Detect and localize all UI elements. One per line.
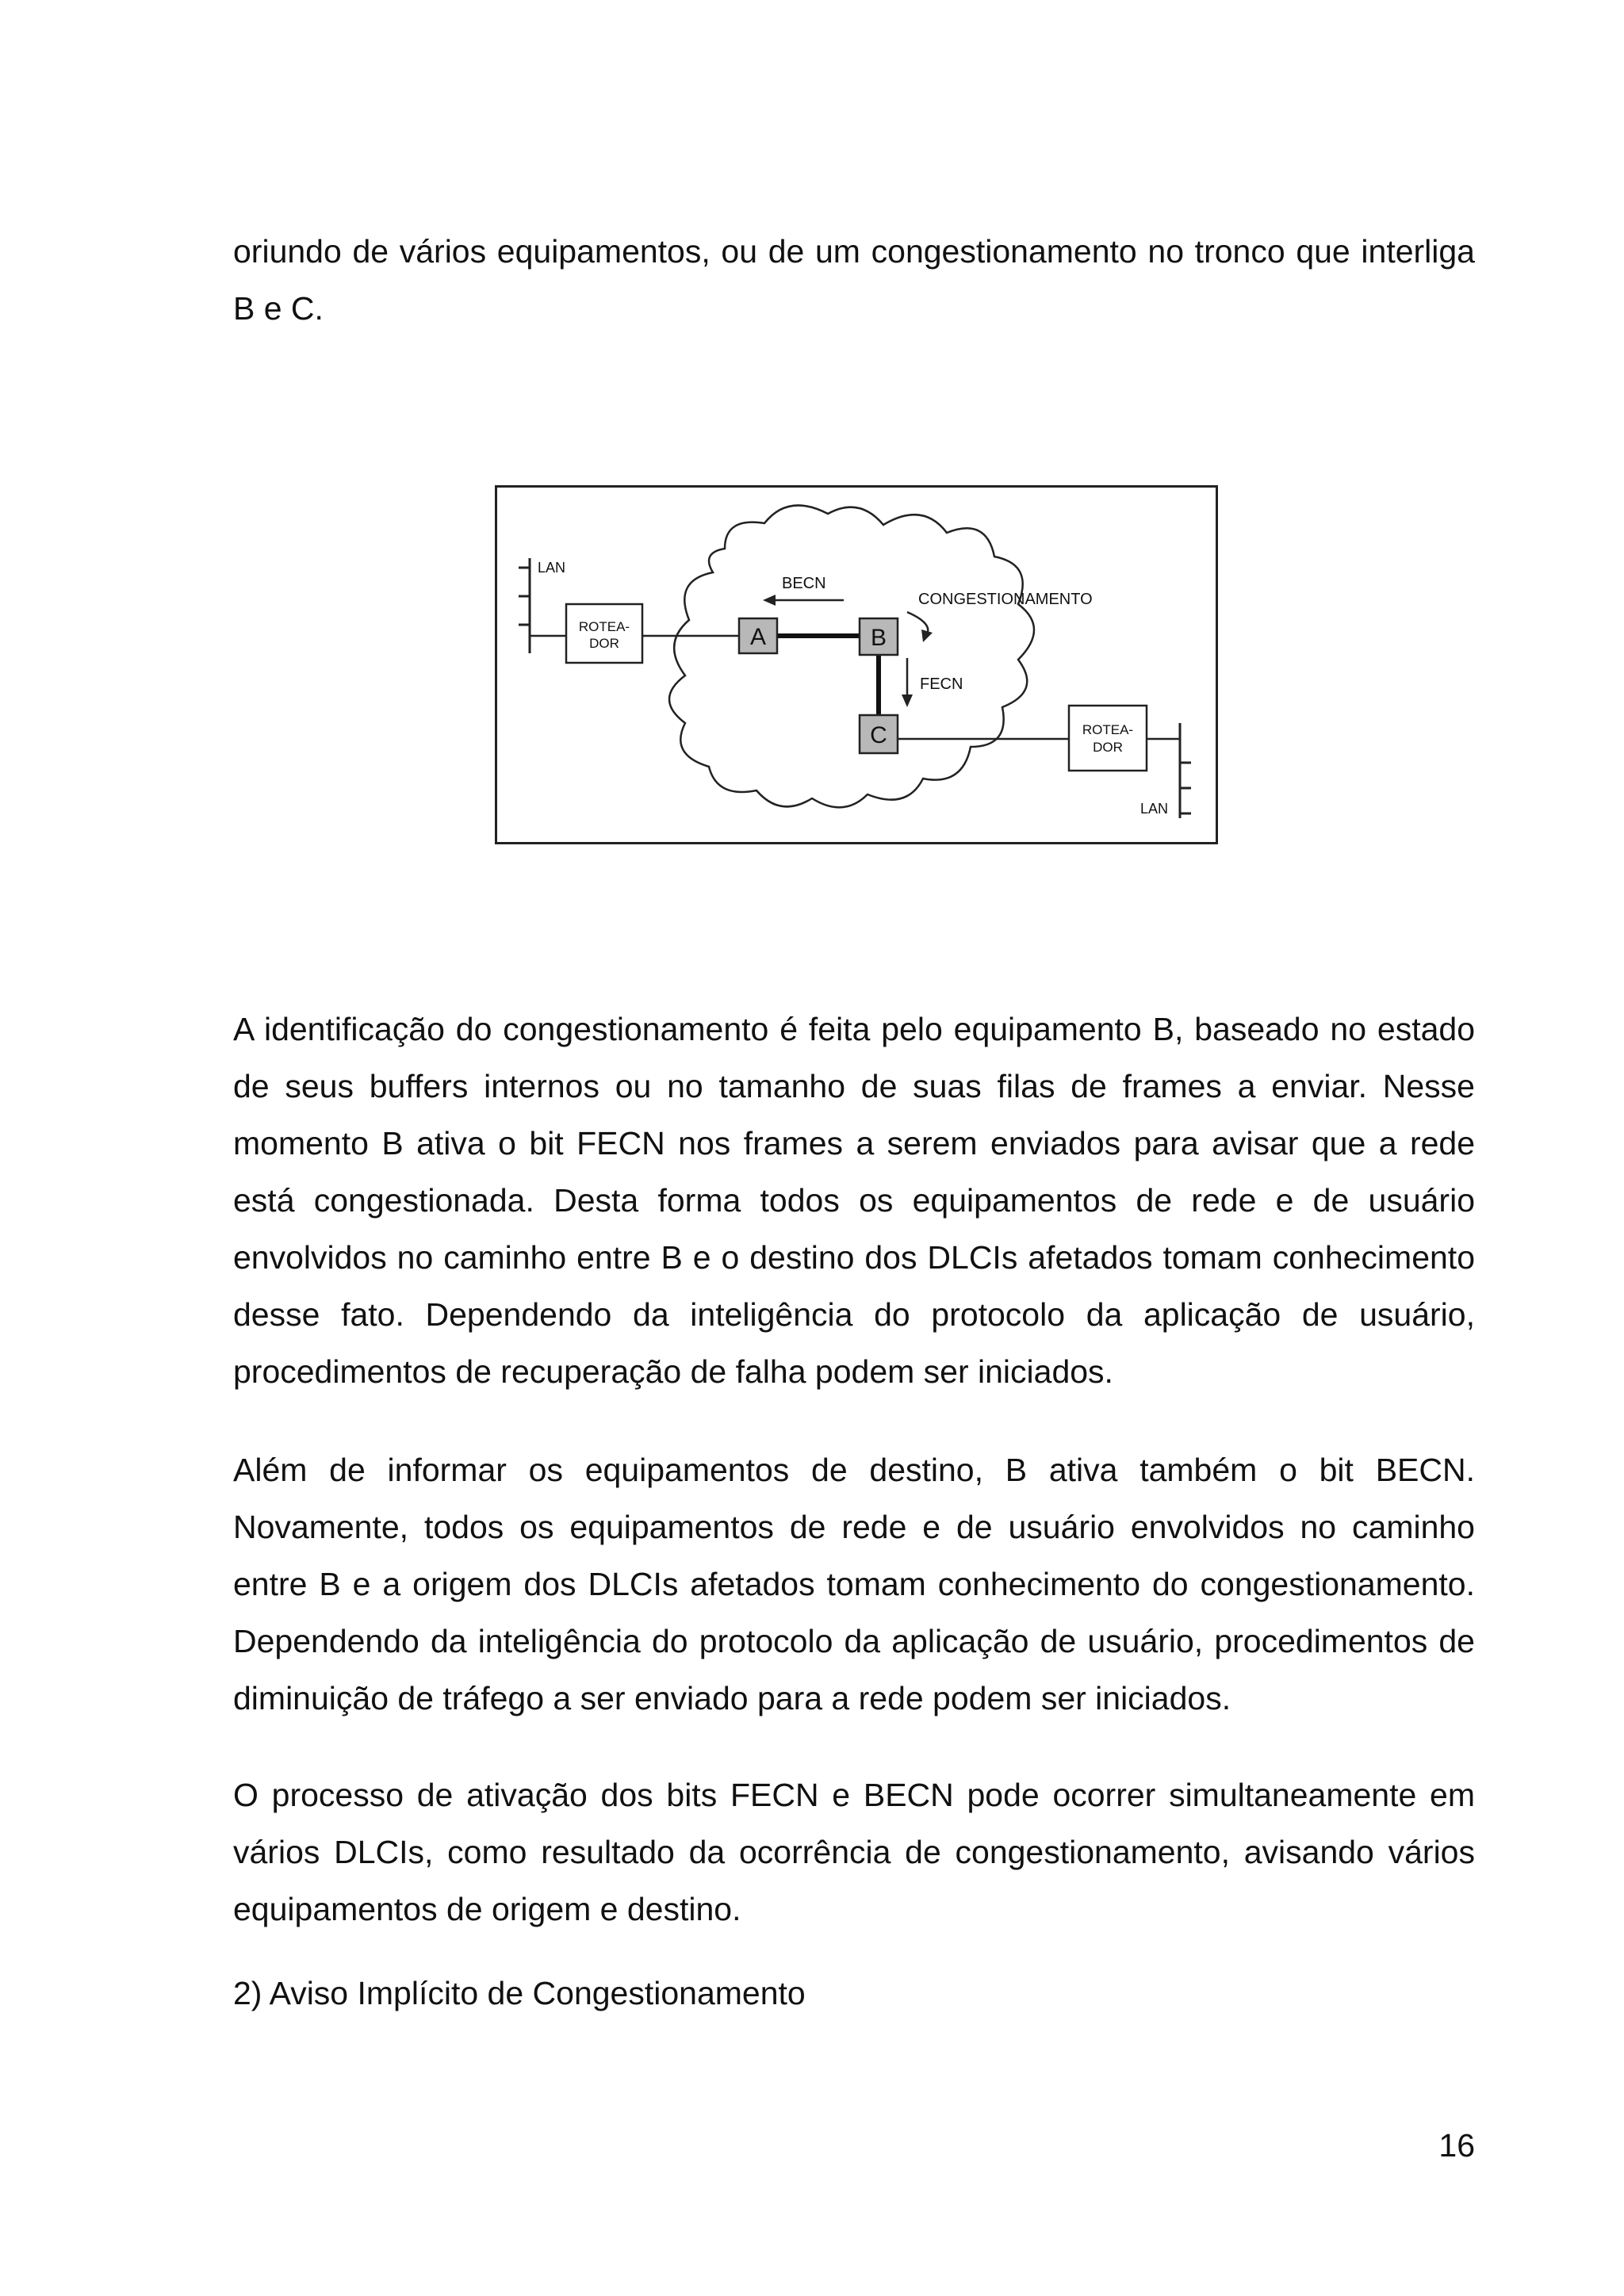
congestion-label: CONGESTIONAMENTO bbox=[918, 591, 1093, 608]
lan-left-label: LAN bbox=[538, 560, 566, 576]
router-left-label-line1: ROTEA- bbox=[578, 619, 630, 634]
router-left-label-line2: DOR bbox=[589, 636, 619, 651]
becn-label: BECN bbox=[782, 575, 826, 592]
paragraph-simultaneous-activation: O processo de ativação dos bits FECN e BECN pode ocorrer simultaneamente em vários DLCIs, como resultado da ocorrência de congestionamento, avisando vários equipamentos de origem e destino. bbox=[233, 1777, 1475, 1927]
node-c-label: C bbox=[870, 722, 887, 748]
page-number: 16 bbox=[1438, 2127, 1475, 2164]
paragraph-becn: Além de informar os equipamentos de destino, B ativa também o bit BECN. Novamente, todos os equipamentos de rede e de usuário envolvidos no caminho entre B e a origem dos DLCIs afetados tomam conhecimento do congestionamento. Dependendo da inteligência do protocolo da aplicação de usuário, procedimentos de diminuição de tráfego a ser enviado para a rede podem ser iniciados. bbox=[233, 1452, 1475, 1716]
router-right bbox=[1069, 706, 1147, 771]
fecn-label: FECN bbox=[920, 675, 963, 693]
router-right-label-line1: ROTEA- bbox=[1082, 722, 1134, 737]
lan-right-label: LAN bbox=[1140, 801, 1169, 817]
node-a-label: A bbox=[749, 624, 767, 650]
frame-relay-congestion-diagram bbox=[495, 485, 1218, 844]
intro-paragraph: oriundo de vários equipamentos, ou de um congestionamento no tronco que interliga B e C. bbox=[233, 233, 1475, 327]
node-b-label: B bbox=[870, 625, 887, 651]
paragraph-congestion-identification: A identificação do congestionamento é feita pelo equipamento B, baseado no estado de seus buffers internos ou no tamanho de suas filas de frames a enviar. Nesse momento B ativa o bit FECN nos frames a serem enviados para avisar que a rede está congestionada. Desta forma todos os equipamentos de rede e de usuário envolvidos no caminho entre B e o destino dos DLCIs afetados tomam conhecimento desse fato. Dependendo da inteligência do protocolo da aplicação de usuário, procedimentos de recuperação de falha podem ser iniciados. bbox=[233, 1011, 1475, 1390]
router-right-label-line2: DOR bbox=[1093, 740, 1123, 755]
section-heading: 2) Aviso Implícito de Congestionamento bbox=[233, 1975, 806, 2011]
